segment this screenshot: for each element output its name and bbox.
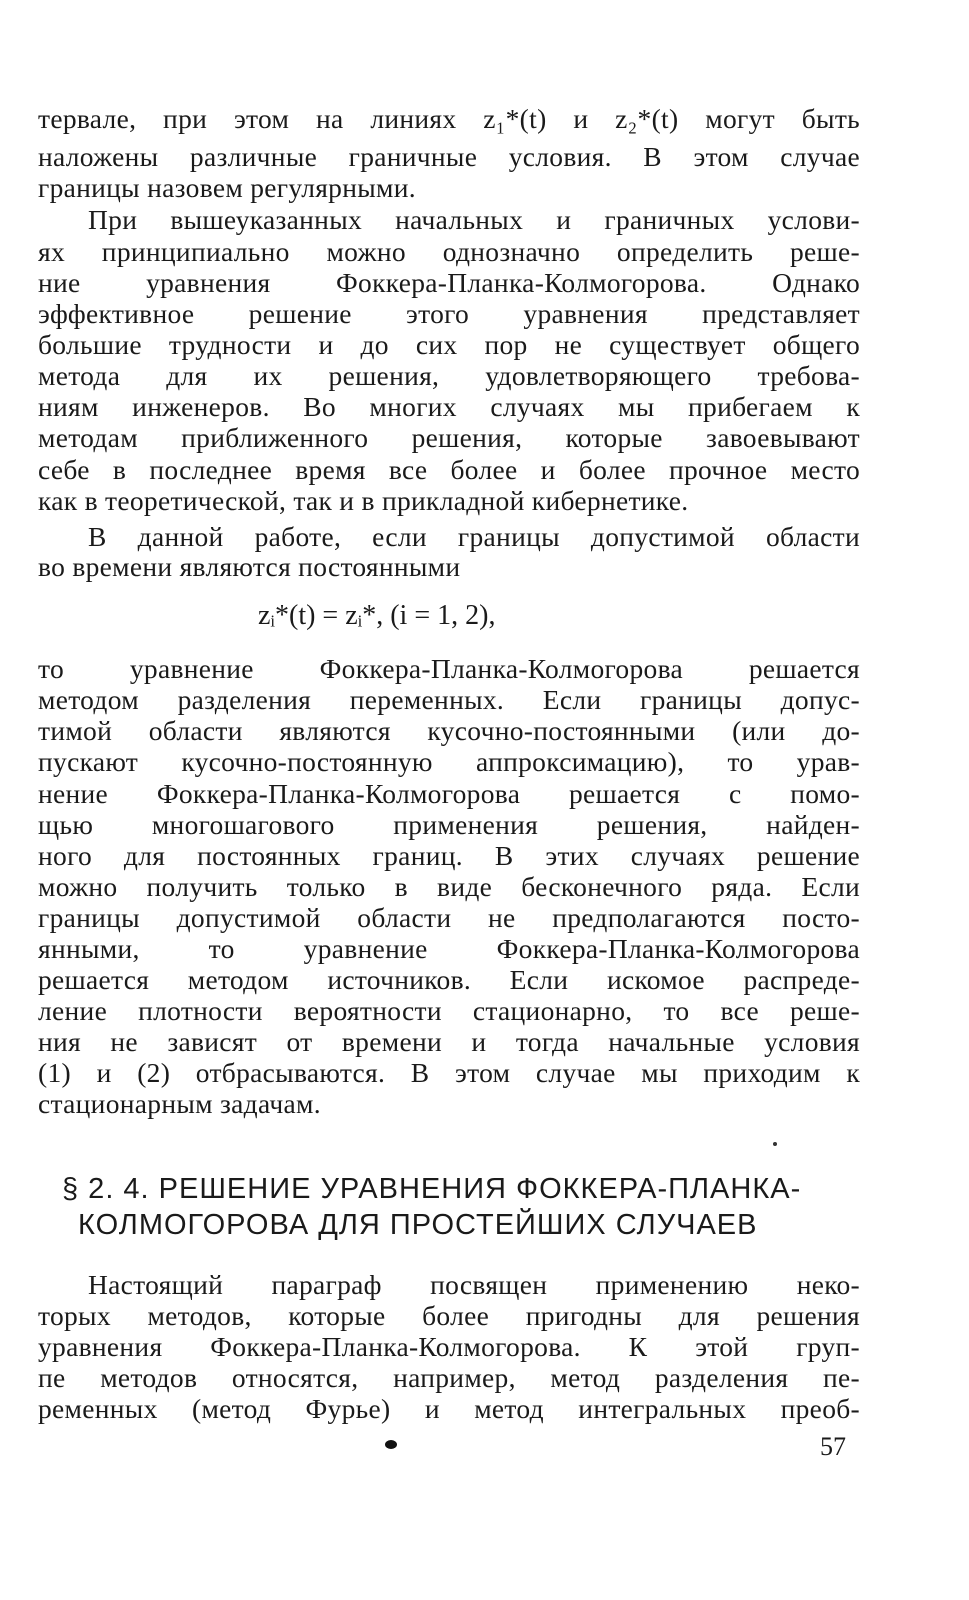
text-line: границы назовем регулярными. (38, 172, 416, 203)
text-line: методам приближенного решения, которые завоевывают (38, 422, 860, 453)
text-line: При вышеуказанных начальных и граничных услови- (88, 204, 860, 235)
text-line: Настоящий параграф посвящен применению неко- (88, 1269, 860, 1300)
text-line: ниям инженеров. Во многих случаях мы прибегаем к (38, 391, 860, 422)
text-line: эффективное решение этого уравнения представляет (38, 298, 860, 329)
text-line: решается методом источников. Если искомое распреде- (38, 964, 860, 995)
text-line: ния не зависят от времени и тогда начальные условия (38, 1026, 860, 1057)
print-dot (385, 1440, 397, 1449)
text-line: уравнения Фоккера-Планка-Колмогорова. К этой груп- (38, 1331, 860, 1362)
text-line: торых методов, которые более пригодны для решения (38, 1300, 860, 1331)
text-line: ременных (метод Фурье) и метод интегральных преоб- (38, 1393, 860, 1424)
text-line: можно получить только в виде бесконечного ряда. Если (38, 871, 860, 902)
formula: zᵢ*(t) = zᵢ*, (i = 1, 2), (258, 600, 496, 631)
text-line: ного для постоянных границ. В этих случаях решение (38, 840, 860, 871)
text-line: наложены различные граничные условия. В этом случае (38, 141, 860, 172)
print-speck (773, 1142, 777, 1146)
text-line: ях принципиально можно однозначно определить реше- (38, 236, 860, 267)
text-line: (1) и (2) отбрасываются. В этом случае мы приходим к (38, 1057, 860, 1088)
text-line: себе в последнее время все более и более прочное место (38, 454, 860, 485)
text-line: пе методов относятся, например, метод разделения пе- (38, 1362, 860, 1393)
text-line: пускают кусочно-постоянную аппроксимацию), то урав- (38, 746, 860, 777)
text-line: тимой области являются кусочно-постоянными (или до- (38, 715, 860, 746)
section-heading: § 2. 4. РЕШЕНИЕ УРАВНЕНИЯ ФОККЕРА-ПЛАНКА- (62, 1173, 802, 1205)
text-line: тервале, при этом на линиях z₁*(t) и z₂*(t) могут быть (38, 103, 860, 134)
text-line: методом разделения переменных. Если границы допус- (38, 684, 860, 715)
text-line: метода для их решения, удовлетворяющего требова- (38, 360, 860, 391)
page-number: 57 (820, 1432, 846, 1461)
text-line: во времени являются постоянными (38, 551, 461, 582)
text-line: границы допустимой области не предполагаются посто- (38, 902, 860, 933)
text-line: то уравнение Фоккера-Планка-Колмогорова решается (38, 653, 860, 684)
section-heading: КОЛМОГОРОВА ДЛЯ ПРОСТЕЙШИХ СЛУЧАЕВ (78, 1209, 758, 1241)
text-line: ние уравнения Фоккера-Планка-Колмогорова. Однако (38, 267, 860, 298)
text-line: как в теоретической, так и в прикладной кибернетике. (38, 485, 689, 516)
text-line: щью многошагового применения решения, найден- (38, 809, 860, 840)
text-line: В данной работе, если границы допустимой области (88, 521, 860, 552)
text-line: нение Фоккера-Планка-Колмогорова решается с помо- (38, 778, 860, 809)
text-line: стационарным задачам. (38, 1088, 321, 1119)
text-line: большие трудности и до сих пор не существует общего (38, 329, 860, 360)
text-line: ление плотности вероятности стационарно, то все реше- (38, 995, 860, 1026)
text-line: янными, то уравнение Фоккера-Планка-Колмогорова (38, 933, 860, 964)
